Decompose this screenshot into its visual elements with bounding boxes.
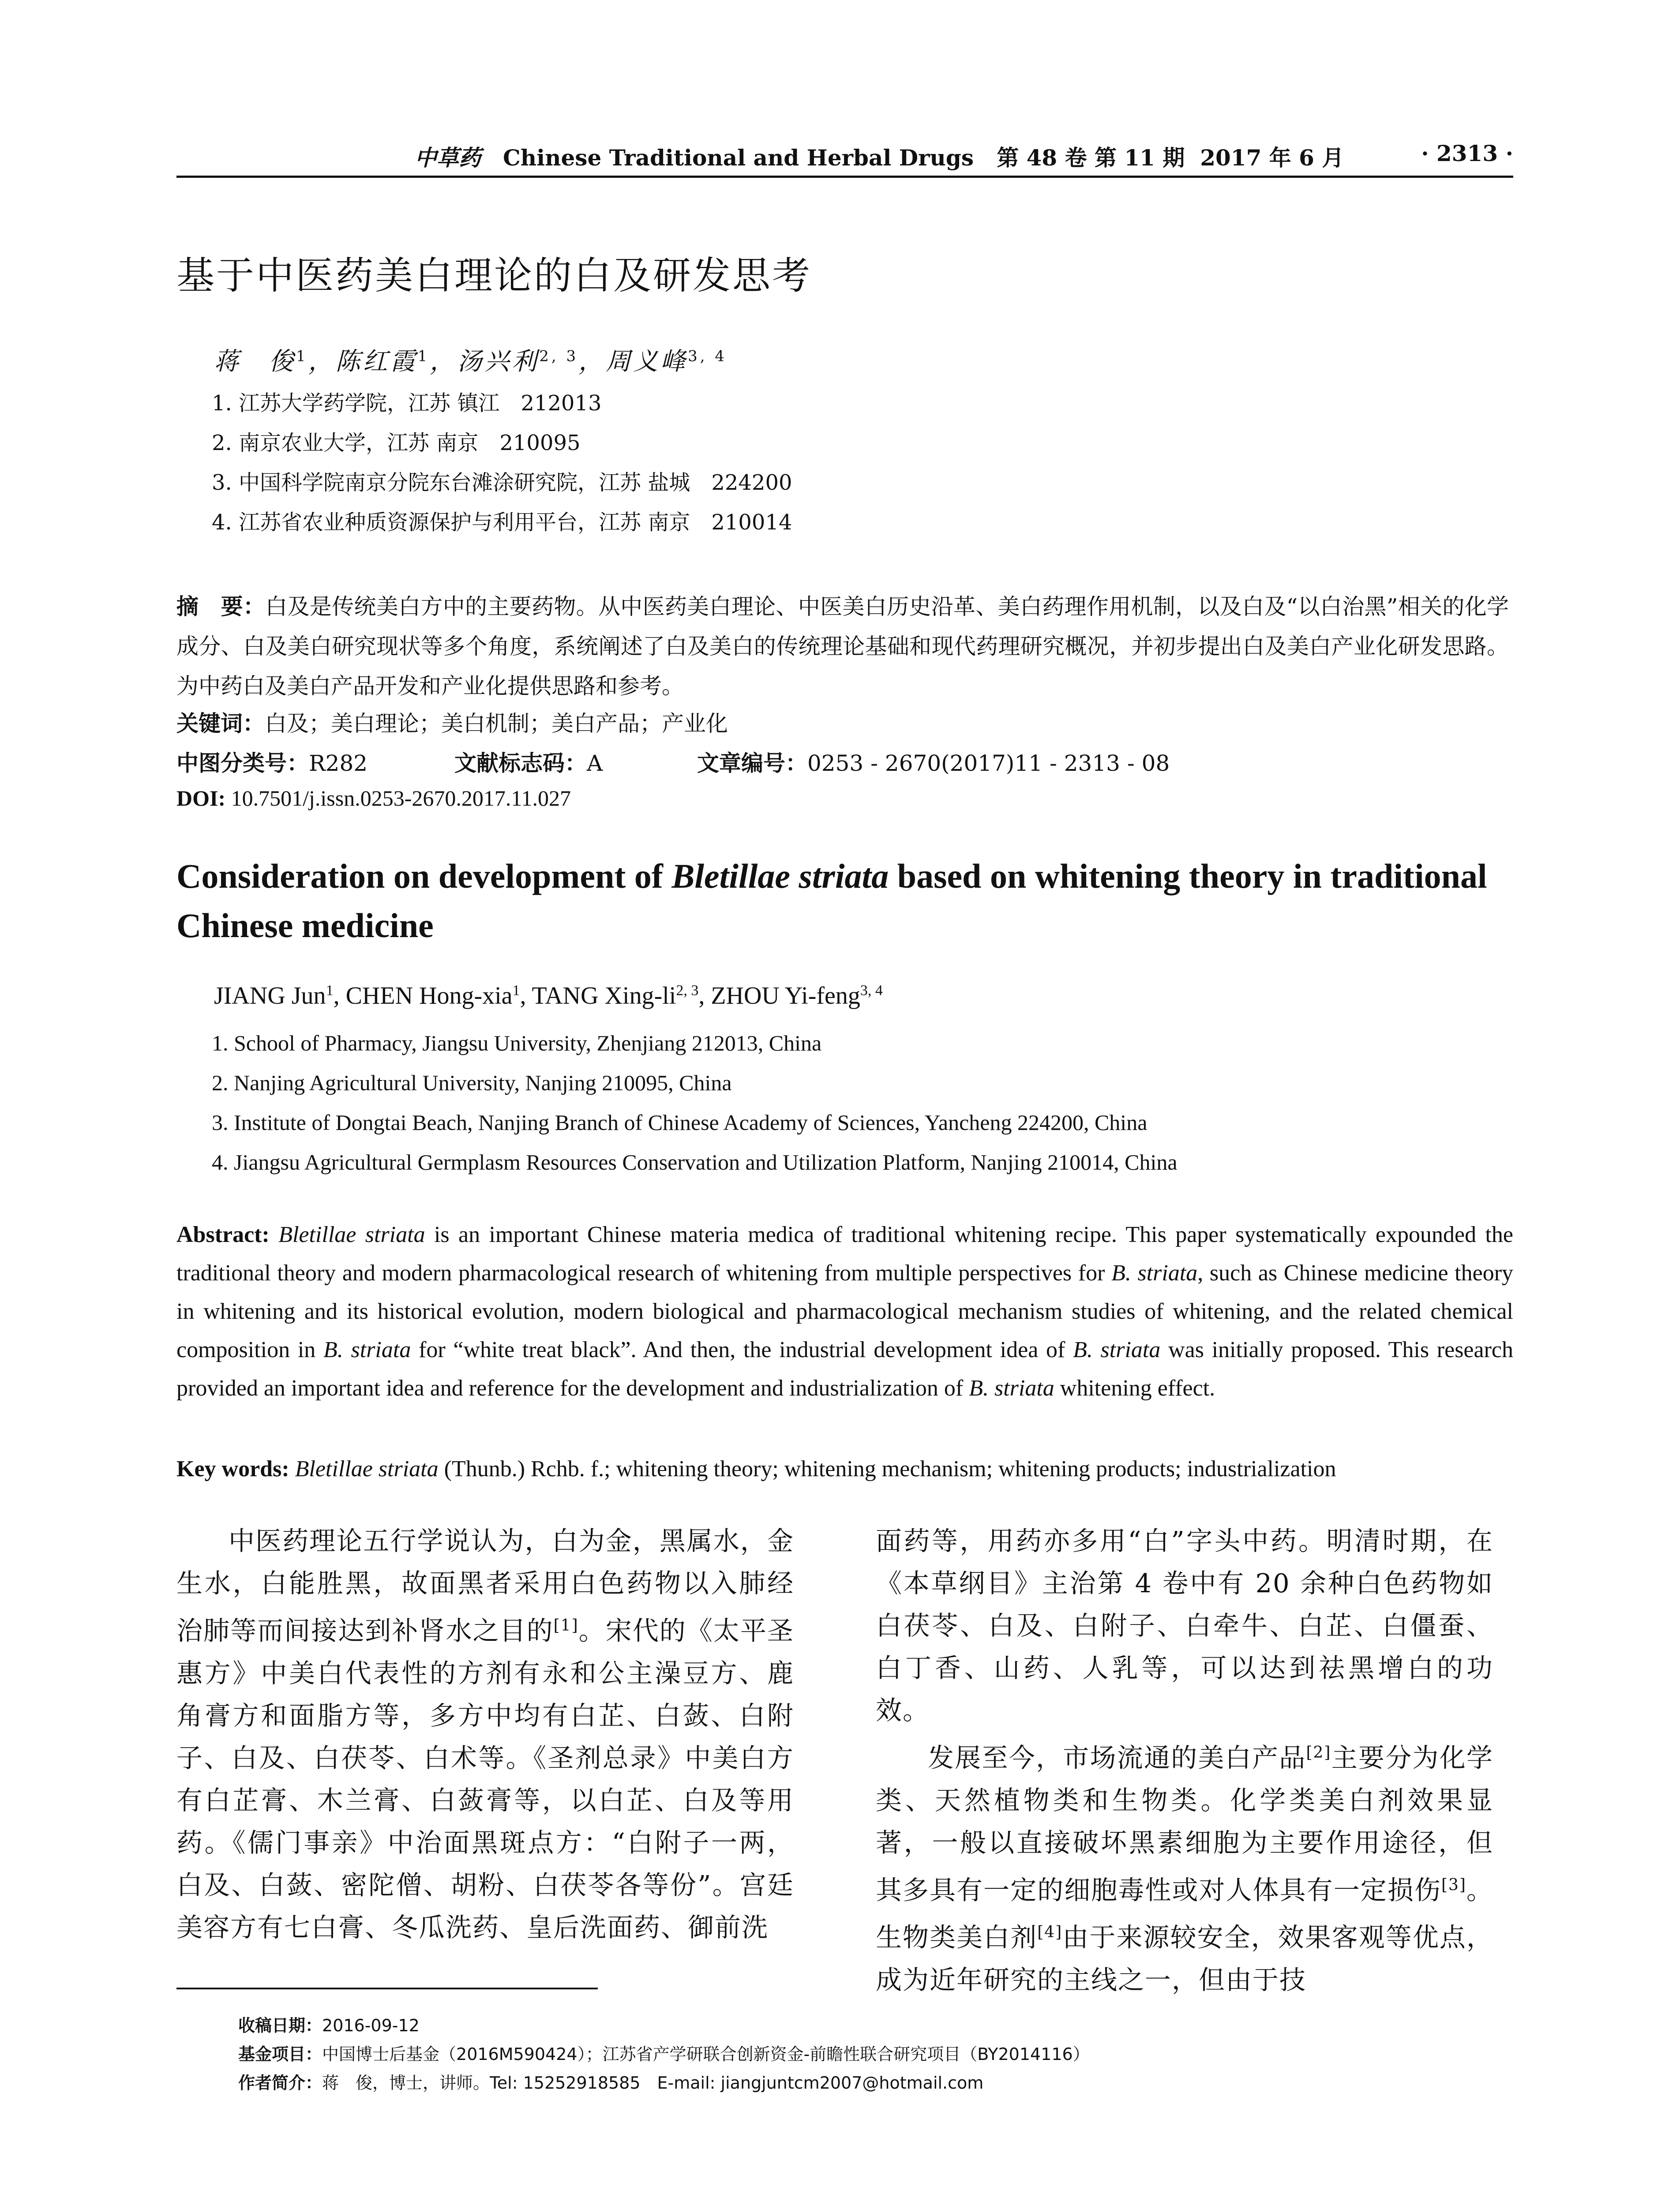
keywords-en-label: Key words:: [176, 1456, 289, 1482]
citation: [1]: [553, 1617, 579, 1635]
clc-value: R282: [309, 750, 368, 776]
body-paragraph: [176, 1520, 794, 1949]
body-text: 中医药理论五行学说认为，白为金，黑属水，金生水，白能胜黑，故面黑者采用白色药物以入肺经治肺等而间接达到补肾水之目的: [176, 1526, 794, 1646]
author-info-text: 蒋 俊，博士，讲师。Tel: 15252918585 E-mail: jiangjuntcm2007@hotmail.com: [322, 2073, 984, 2093]
abstract-en: [176, 1216, 1513, 1407]
received-date: 2016-09-12: [322, 2016, 420, 2035]
author-affil-mark: 1: [417, 347, 430, 365]
title-en: [176, 852, 1513, 950]
author-info-label: 作者简介：: [238, 2073, 322, 2093]
affiliation-zh: 3. 中国科学院南京分院东台滩涂研究院，江苏 盐城 224200: [212, 470, 792, 495]
species-name: B. striata: [323, 1337, 411, 1362]
keywords-zh: [176, 706, 728, 738]
body-text: 。生物类美白剂: [876, 1875, 1493, 1953]
journal-logo: 中草药: [415, 145, 481, 171]
doc-code: [454, 746, 603, 777]
abstract-zh-text: 白及是传统美白方中的主要药物。从中医药美白理论、中医美白历史沿革、美白药理作用机制，以及白及“以白治黑”相关的化学成分、白及美白研究现状等多个角度，系统阐述了白及美白的传统理论基础和现代药理研究概况，并初步提出白及美白产业化研发思路。为中药白及美白产品开发和产业化提供思路和参考。: [176, 594, 1509, 699]
body-column-left: [176, 1520, 794, 1949]
body-text: 由于来源较安全，效果客观等优点，成为近年研究的主线之一，但由于技: [876, 1922, 1493, 1995]
received-label: 收稿日期：: [238, 2016, 322, 2035]
affiliation-zh: 1. 江苏大学药学院，江苏 镇江 212013: [212, 391, 602, 416]
species-name: B. striata: [1073, 1337, 1161, 1362]
clc-label: 中图分类号：: [176, 750, 309, 776]
keywords-en-text: (Thunb.) Rchb. f.; whitening theory; whitening mechanism; whitening products; industrialization: [438, 1456, 1336, 1482]
footnote-divider: [176, 1988, 598, 1989]
author-name: 汤兴利: [457, 347, 540, 376]
body-text: 。宋代的《太平圣惠方》中美白代表性的方剂有永和公主澡豆方、鹿角膏方和面脂方等，多方中均有白芷、白蔹、白附子、白及、白茯苓、白术等。《圣剂总录》中美白方有白芷膏、木兰膏、白蔹膏等，以白芷、白及等用药。《儒门事亲》中治面黑斑点方：“白附子一两，白及、白蔹、密陀僧、胡粉、白茯苓各等份”。宫廷美容方有七白膏、冬瓜洗药、皇后洗面药、御前洗: [176, 1615, 794, 1943]
authors-en: JIANG Jun$^1$, CHEN Hong-xia$^1$, TANG Xing-li$^{2, 3}$, ZHOU Yi-feng$^{3, 4}$: [214, 982, 883, 1009]
author-affil-mark: 3, 4: [860, 982, 883, 999]
author-name: ZHOU Yi-feng: [711, 982, 860, 1009]
body-column-right: [876, 1520, 1493, 2001]
affiliation-zh: 2. 南京农业大学，江苏 南京 210095: [212, 431, 581, 455]
affiliation-en: 2. Nanjing Agricultural University, Nanjing 210095, China: [212, 1070, 732, 1095]
title-en-part: Consideration on development of: [176, 857, 672, 895]
doc-label: 文献标志码：: [454, 750, 587, 776]
author-name: 陈红霞: [335, 347, 418, 376]
author-name: 蒋 俊: [214, 347, 296, 376]
doc-value: A: [587, 750, 603, 776]
footnote-received: [238, 2012, 420, 2036]
author-name: JIANG Jun: [214, 982, 326, 1009]
affiliation-en: 4. Jiangsu Agricultural Germplasm Resources Conservation and Utilization Platform, Nanjing 210014, China: [212, 1150, 1178, 1174]
author-name: 周义峰: [606, 347, 688, 376]
classification-line: [176, 746, 368, 777]
citation: [3]: [1441, 1876, 1466, 1894]
abstract-zh: [176, 587, 1509, 706]
running-header: [176, 140, 1513, 178]
author-affil-mark: 2, 3: [676, 982, 699, 999]
affiliation-en: 3. Institute of Dongtai Beach, Nanjing Branch of Chinese Academy of Sciences, Yancheng 224200, China: [212, 1110, 1148, 1135]
page-number: · 2313 ·: [1421, 140, 1513, 166]
footnote-author: [238, 2069, 983, 2093]
doi-line: [176, 785, 571, 811]
affiliation-zh: 4. 江苏省农业种质资源保护与利用平台，江苏 南京 210014: [212, 510, 792, 535]
doi-value: 10.7501/j.issn.0253-2670.2017.11.027: [231, 786, 571, 810]
author-name: TANG Xing-li: [532, 982, 676, 1009]
author-affil-mark: 1: [296, 347, 308, 365]
abstract-en-text: was initially proposed. This research provided an important idea and reference for the development and industrialization of: [176, 1337, 1513, 1401]
title-en-species: Bletillae striata: [671, 857, 889, 895]
fund-label: 基金项目：: [238, 2045, 322, 2064]
abstract-en-text: whitening effect.: [1054, 1376, 1215, 1401]
article-number: [697, 746, 1170, 777]
species-name: B. striata: [969, 1376, 1054, 1401]
citation: [2]: [1306, 1744, 1331, 1762]
article-value: 0253 - 2670(2017)11 - 2313 - 08: [807, 750, 1170, 776]
author-affil-mark: 1: [512, 982, 520, 999]
body-paragraph: 面药等，用药亦多用“白”字头中药。明清时期，在《本草纲目》主治第 4 卷中有 20 余种白色药物如白茯苓、白及、白附子、白牵牛、白芷、白僵蚕、白丁香、山药、人乳等，可以达到祛黑增白的功效。: [876, 1526, 1493, 1726]
article-label: 文章编号：: [697, 750, 807, 776]
body-paragraph: [876, 1732, 1493, 2001]
citation: [4]: [1037, 1923, 1063, 1942]
abstract-en-text: , such as Chinese medicine theory in whitening and its historical evolution, modern biological and pharmacological mechanism studies of whitening, and the related chemical composition in: [176, 1261, 1514, 1362]
body-text: 主要分为化学类、天然植物类和生物类。化学类美白剂效果显著，一般以直接破坏黑素细胞为主要作用途径，但其多具有一定的细胞毒性或对人体具有一定损伤: [876, 1742, 1493, 1906]
species-name: Bletillae striata: [278, 1222, 425, 1247]
keywords-en: [176, 1456, 1336, 1482]
abstract-en-label: Abstract:: [176, 1222, 270, 1247]
author-affil-mark: 1: [326, 982, 334, 999]
abstract-en-text: is an important Chinese materia medica of traditional whitening recipe. This paper systematically expounded the traditional theory and modern pharmacological research of whitening from multiple perspectives for: [176, 1222, 1513, 1286]
keywords-zh-label: 关键词：: [176, 711, 265, 736]
footnote-fund: [238, 2041, 1090, 2065]
species-name: Bletillae striata: [295, 1456, 439, 1482]
body-text: 发展至今，市场流通的美白产品: [928, 1742, 1306, 1773]
journal-header: [415, 140, 1344, 172]
journal-issue: Chinese Traditional and Herbal Drugs 第 48 卷 第 11 期 2017 年 6 月: [503, 145, 1344, 171]
keywords-zh-text: 白及；美白理论；美白机制；美白产品；产业化: [265, 711, 728, 736]
abstract-zh-label: 摘 要：: [176, 594, 266, 619]
authors-zh: 蒋 俊$^1$，陈红霞$^1$，汤兴利$^{2, 3}$，周义峰$^{3, 4}$: [214, 347, 728, 376]
species-name: B. striata: [1111, 1261, 1198, 1286]
author-affil-mark: 2, 3: [539, 347, 579, 365]
abstract-en-text: for “white treat black”. And then, the industrial development idea of: [411, 1337, 1073, 1362]
title-en-part: based on whitening theory in traditional Chinese medicine: [176, 857, 1487, 945]
affiliation-en: 1. School of Pharmacy, Jiangsu University, Zhenjiang 212013, China: [212, 1031, 822, 1055]
author-affil-mark: 3, 4: [688, 347, 728, 365]
fund-text: 中国博士后基金（2016M590424）；江苏省产学研联合创新资金-前瞻性联合研究项目（BY2014116）: [322, 2045, 1090, 2064]
doi-label: DOI:: [176, 786, 226, 810]
title-zh: 基于中医药美白理论的白及研发思考: [176, 254, 812, 298]
author-name: CHEN Hong-xia: [345, 982, 513, 1009]
